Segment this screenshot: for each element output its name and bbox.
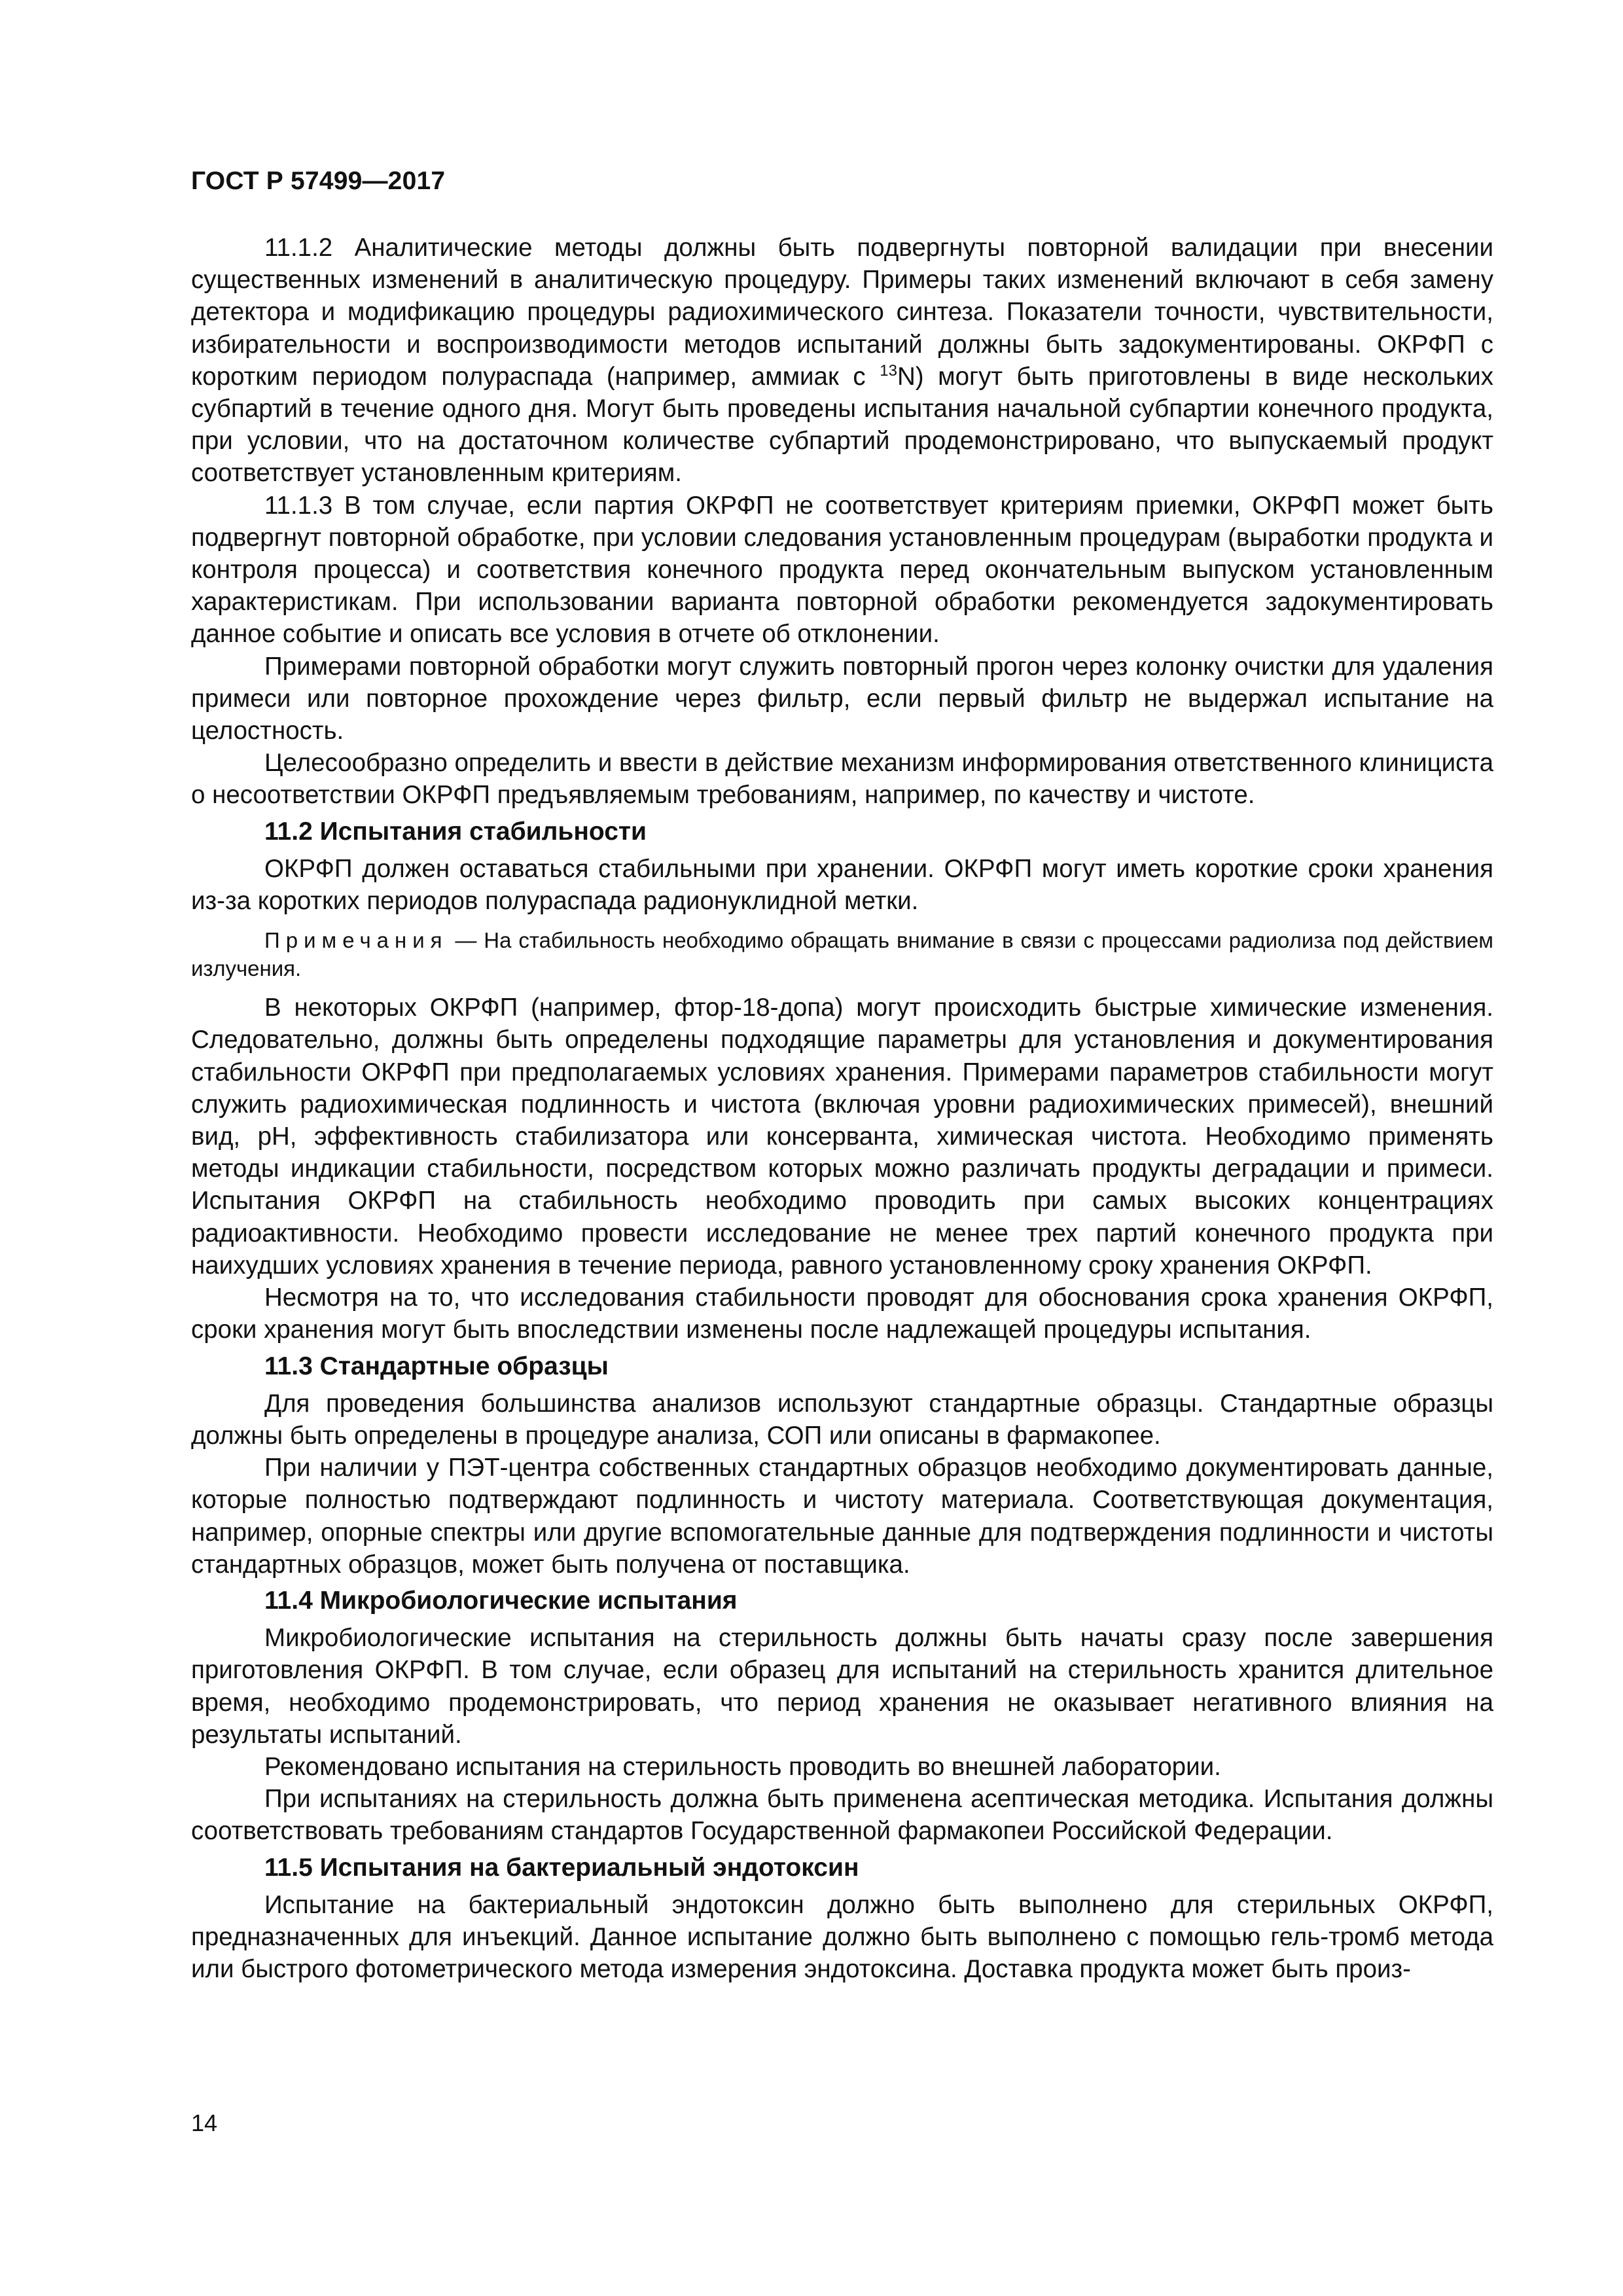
- paragraph-11-4-a: Микробиологические испытания на стерильность должны быть начаты сразу после завершения приготовления ОКРФП. В том случае, если образец для испытаний на стерильность хранится длительное время, необходимо продемонстрировать, что период хранения не оказывает негативного влияния на результаты испытаний.: [191, 1624, 1493, 1749]
- paragraph-11-2-c: Несмотря на то, что исследования стабильности проводят для обоснования срока хранения ОКРФП, сроки хранения могут быть впоследствии изменены после надлежащей процедуры испытания.: [191, 1283, 1493, 1344]
- isotope-superscript: 13: [880, 361, 897, 380]
- section-heading-11-3: 11.3 Стандартные образцы: [264, 1352, 609, 1380]
- section-heading-11-5: 11.5 Испытания на бактериальный эндотоксин: [264, 1853, 859, 1882]
- paragraph-11-3-b: При наличии у ПЭТ-центра собственных стандартных образцов необходимо документировать данные, которые полностью подтверждают подлинность и чистоту материала. Соответствующая документация, например, опорные спектры или другие вспомогательные данные для подтверждения подлинности и чистоты стандартных образцов, может быть получена от поставщика.: [191, 1454, 1493, 1579]
- section-heading-11-2: 11.2 Испытания стабильности: [264, 817, 647, 846]
- paragraph-reprocess-examples: Примерами повторной обработки могут служить повторный прогон через колонку очистки для удаления примеси или повторное прохождение через фильтр, если первый фильтр не выдержал испытание на целостность.: [191, 652, 1493, 745]
- document-page: [191, 165, 1493, 1985]
- standard-header: ГОСТ Р 57499—2017: [191, 167, 446, 195]
- paragraph-inform-clinician: Целесообразно определить и ввести в действие механизм информирования ответственного клинициста о несоответствии ОКРФП предъявляемым требованиям, например, по качеству и чистоте.: [191, 749, 1493, 810]
- paragraph-11-1-2-part-b: N) могут быть приготовлены в виде нескольких субпартий в течение одного дня. Могут быть проведены испытания начальной субпартии конечного продукта, при условии, что на достаточном количестве субпартий продемонстрировано, что выпускаемый продукт соответствует установленным критериям.: [191, 362, 1493, 488]
- paragraph-11-1-2-part-a: 11.1.2 Аналитические методы должны быть подвергнуты повторной валидации при внесении существенных изменений в аналитическую процедуру. Примеры таких изменений включают в себя замену детектора и модификацию процедуры радиохимического синтеза. Показатели точности, чувствительности, избирательности и воспроизводимости методов испытаний должны быть задокументированы. ОКРФП с коротким периодом полураспада (например, аммиак с: [191, 234, 1493, 391]
- paragraph-11-2-a: ОКРФП должен оставаться стабильными при хранении. ОКРФП могут иметь короткие сроки хранения из-за коротких периодов полураспада радионуклидной метки.: [191, 854, 1493, 916]
- paragraph-11-4-b: Рекомендовано испытания на стерильность проводить во внешней лаборатории.: [264, 1752, 1221, 1781]
- note-text: — На стабильность необходимо обращать внимание в связи с процессами радиолиза под действием излучения.: [191, 928, 1493, 981]
- paragraph-11-3-a: Для проведения большинства анализов используют стандартные образцы. Стандартные образцы должны быть определены в процедуре анализа, СОП или описаны в фармакопее.: [191, 1389, 1493, 1450]
- note-block: [191, 926, 1493, 982]
- paragraph-11-2-b: В некоторых ОКРФП (например, фтор-18-допа) могут происходить быстрые химические изменения. Следовательно, должны быть определены подходящие параметры для установления и документирования стабильности ОКРФП при предполагаемых условиях хранения. Примерами параметров стабильности могут служить радиохимическая подлинность и чистота (включая уровни радиохимических примесей), внешний вид, pH, эффективность стабилизатора или консерванта, химическая чистота. Необходимо применять методы индикации стабильности, посредством которых можно различать продукты деградации и примеси. Испытания ОКРФП на стабильность необходимо проводить при самых высоких концентрациях радиоактивности. Необходимо провести исследование не менее трех партий конечного продукта при наихудших условиях хранения в течение периода, равного установленному сроку хранения ОКРФП.: [191, 994, 1493, 1280]
- note-label: Примечания: [264, 928, 448, 953]
- paragraph-11-5-a: Испытание на бактериальный эндотоксин должно быть выполнено для стерильных ОКРФП, предназначенных для инъекций. Данное испытание должно быть выполнено с помощью гель-тромб метода или быстрого фотометрического метода измерения эндотоксина. Доставка продукта может быть произ-: [191, 1890, 1493, 1984]
- paragraph-11-4-c: При испытаниях на стерильность должна быть применена асептическая методика. Испытания должны соответствовать требованиям стандартов Государственной фармакопеи Российской Федерации.: [191, 1785, 1493, 1846]
- paragraph-11-1-2: [191, 232, 1493, 490]
- paragraph-11-1-3: 11.1.3 В том случае, если партия ОКРФП не соответствует критериям приемки, ОКРФП может быть подвергнут повторной обработке, при условии следования установленным процедурам (выработки продукта и контроля процесса) и соответствия конечного продукта перед окончательным выпуском установленным характеристикам. При использовании варианта повторной обработки рекомендуется задокументировать данное событие и описать все условия в отчете об отклонении.: [191, 491, 1493, 649]
- page-number: 14: [191, 2109, 218, 2136]
- section-heading-11-4: 11.4 Микробиологические испытания: [264, 1586, 738, 1615]
